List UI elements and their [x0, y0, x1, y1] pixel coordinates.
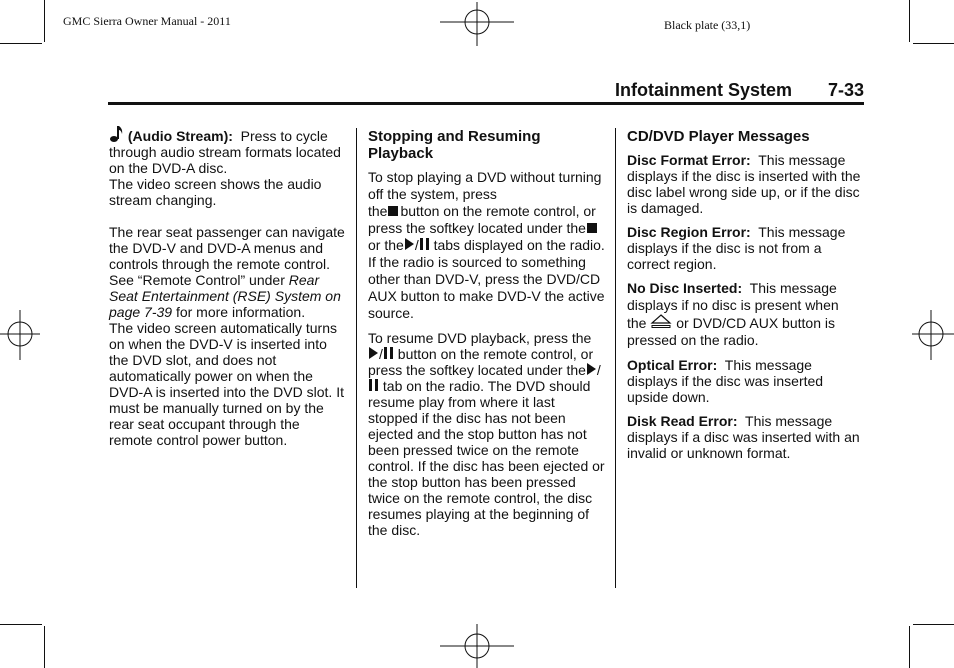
rse-reference-link[interactable]: Rear Seat Entertainment (RSE) System on page 7-39	[109, 272, 341, 320]
slash: /	[414, 237, 419, 253]
eject-icon	[650, 314, 672, 329]
registration-mark-icon	[440, 624, 514, 668]
crop-mark	[0, 43, 42, 44]
disk-read-label: Disk Read Error:	[627, 413, 738, 429]
play-icon	[369, 347, 378, 359]
pause-icon	[420, 238, 429, 250]
stop-text-or: or the	[368, 237, 404, 253]
rear-seat-text-2: for more information.	[175, 304, 306, 320]
pause-icon	[384, 347, 393, 359]
disc-region-text: This message displays if the disc is not from a correct region.	[627, 224, 846, 272]
stop-paragraph	[368, 169, 606, 322]
stop-icon	[388, 206, 398, 216]
stop-text-the-2: the	[566, 220, 586, 236]
stop-text-a: To stop playing a DVD without turning off the system, press	[368, 169, 602, 202]
plate-label: Black plate (33,1)	[664, 18, 751, 32]
column-3	[627, 128, 861, 469]
crop-mark	[913, 43, 954, 44]
no-disc-text-a: This message displays if no disc is present when	[627, 280, 839, 313]
optical-text: This message displays if the disc was inserted upside down.	[627, 357, 824, 405]
resume-text-a: To resume DVD playback, press the	[368, 330, 592, 346]
video-screen-paragraph: The video screen automatically turns on when the DVD-V is inserted into the DVD slot, and does not automatically power on when the DVD-A is inserted into the DVD slot. It must be manually turned on by the rear seat occupant through the remote control power button.	[109, 320, 344, 448]
resume-text-c: tab on the radio. The DVD should resume play from where it last stopped if the disc has not been ejected and the stop button has not been pressed twice on the remote control. If the disc has been ejected or the stop button has been pressed twice on the remote control, the disc resumes playing at the beginning of the disc.	[368, 378, 605, 538]
optical-label: Optical Error:	[627, 357, 718, 373]
music-note-icon	[109, 125, 124, 143]
audio-stream-text: Press to cycle through audio stream formats located on the DVD-A disc.	[109, 128, 341, 176]
message-optical	[627, 357, 861, 405]
audio-stream-paragraph	[109, 125, 347, 176]
stop-text-c: tabs displayed on the radio. If the radio is sourced to something other than DVD-V, press the DVD/CD AUX button to make DVD-V the active source.	[368, 237, 605, 321]
audio-stream-paragraph-2: The video screen shows the audio stream changing.	[109, 176, 322, 208]
registration-mark-icon	[0, 310, 40, 360]
registration-mark-icon	[440, 2, 514, 46]
message-disc-region	[627, 224, 861, 272]
no-disc-the: the	[627, 315, 647, 331]
slash: /	[379, 346, 383, 362]
message-disc-format	[627, 152, 861, 216]
column-divider	[356, 128, 357, 588]
crop-mark	[44, 0, 45, 42]
resume-paragraph	[368, 330, 606, 538]
stop-text-b: button on the remote control, or press the softkey located under	[368, 203, 596, 236]
rear-seat-text: The rear seat passenger can navigate the DVD-V and DVD-A menus and controls through the remote control. See “Remote Control” under	[109, 224, 345, 288]
crop-mark	[44, 626, 45, 668]
crop-mark	[909, 626, 910, 668]
disk-read-text: This message displays if a disc was inserted with an invalid or unknown format.	[627, 413, 860, 461]
column-1	[109, 125, 347, 456]
column-divider	[615, 128, 616, 588]
disc-format-label: Disc Format Error:	[627, 152, 751, 168]
stopping-heading: Stopping and Resuming Playback	[368, 128, 541, 162]
header-rule	[108, 102, 864, 105]
slash: /	[596, 362, 601, 378]
resume-text-b: button on the remote control, or press the softkey located under	[368, 346, 594, 378]
crop-mark	[913, 624, 954, 625]
disc-format-text: This message displays if the disc is inserted with the disc label wrong side up, or if the disc is damaged.	[627, 152, 861, 216]
column-2	[368, 128, 606, 546]
crop-mark	[909, 0, 910, 42]
page-number: 7-33	[828, 80, 865, 100]
play-icon	[405, 238, 414, 250]
no-disc-label: No Disc Inserted:	[627, 280, 743, 296]
messages-heading: CD/DVD Player Messages	[627, 128, 810, 145]
stop-text-the: the	[368, 203, 388, 219]
section-title: Infotainment System	[615, 80, 793, 100]
registration-mark-icon	[912, 310, 954, 360]
crop-mark	[0, 624, 42, 625]
rear-seat-paragraph	[109, 224, 347, 320]
audio-stream-label: (Audio Stream):	[127, 128, 233, 144]
message-disk-read	[627, 413, 861, 461]
resume-text-the: the	[566, 362, 586, 378]
pause-icon	[369, 379, 378, 391]
disc-region-label: Disc Region Error:	[627, 224, 751, 240]
stop-icon	[587, 223, 597, 233]
message-no-disc	[627, 280, 861, 349]
play-icon	[587, 363, 596, 375]
no-disc-text-b: or DVD/CD AUX button is pressed on the radio.	[627, 315, 835, 348]
manual-title: GMC Sierra Owner Manual - 2011	[63, 14, 231, 28]
